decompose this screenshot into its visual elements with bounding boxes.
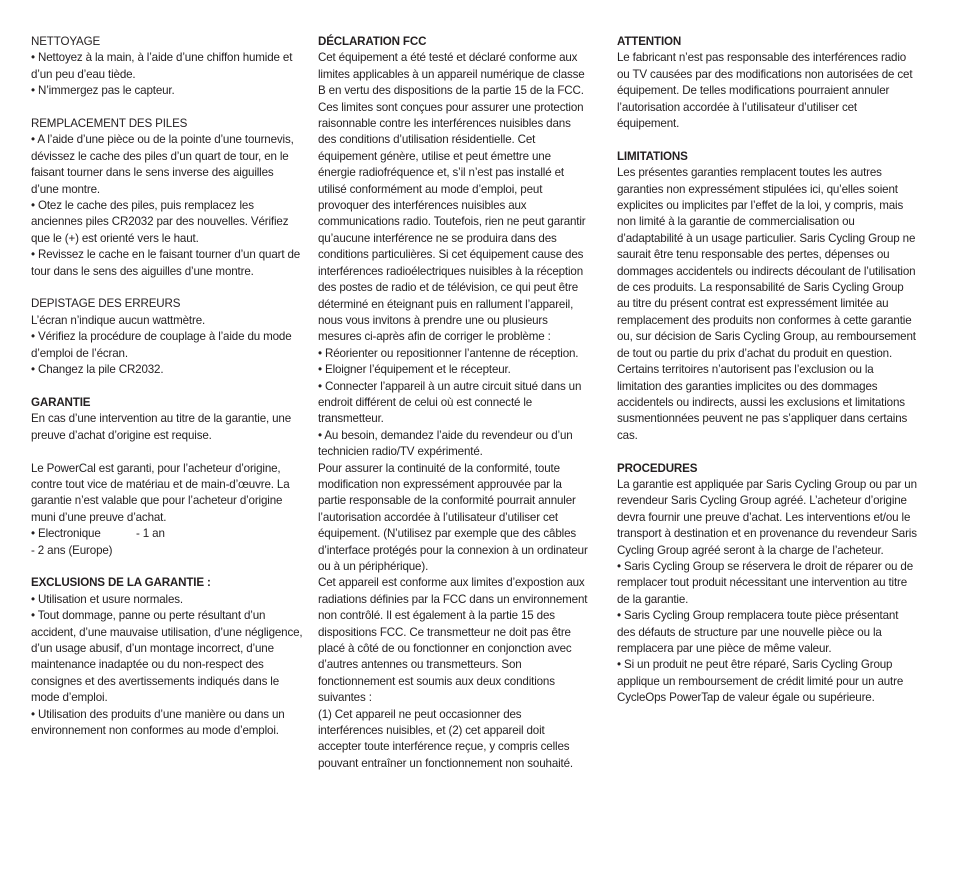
fcc-item: • Réorienter ou repositionner l’antenne de réception. (318, 346, 579, 360)
fcc-item: • Au besoin, demandez l’aide du revendeur ou d’un technicien radio/TV expérimenté. (318, 428, 573, 459)
garantie-item-value-europe: - 2 ans (Europe) (31, 543, 113, 557)
procedures-heading: PROCEDURES (617, 461, 698, 475)
depistage-heading: DEPISTAGE DES ERREURS (31, 297, 181, 311)
garantie-heading: GARANTIE (31, 395, 91, 409)
column-middle (318, 34, 588, 772)
fcc-heading: DÉCLARATION FCC (318, 35, 427, 48)
nettoyage-item: • N’immergez pas le capteur. (31, 84, 175, 98)
column-right (617, 34, 917, 707)
piles-item: • A l’aide d’une pièce ou de la pointe d’une tournevis, dévissez le cache des piles d’un quart de tour, en le faisant tourner dans le sens inverse des aiguilles d’une montre. (31, 133, 294, 196)
garantie-text: Le PowerCal est garanti, pour l’acheteur d’origine, contre tout vice de matériau et de main-d’œuvre. La garantie n’est valable que pour l’acheteur d’origine muni d’une preuve d’achat. (31, 461, 290, 524)
attention-heading: ATTENTION (617, 35, 682, 48)
fcc-text: Cet équipement a été testé et déclaré conforme aux limites applicables à un appareil numérique de classe B en vertu des dispositions de la partie 15 de la FCC. Ces limites sont conçues pour assurer une protection raisonnable contre les interférences nuisibles dans des conditions d’utilisation résidentielle. Cet équipement génère, utilise et peut émettre une énergie radiofréquence et, s’il n’est pas installé et utilisé conformément au mode d’emploi, peut provoquer des interférences nuisibles aux communications radio. Toutefois, rien ne peut garantir qu’aucune interférence ne se produira dans des conditions particulières. Si cet équipement cause des interférences radioélectriques nuisibles à la réception des postes de radio et de télévision, ce qui peut être déterminé en éteignant puis en rallument l’appareil, nous vous invitons à prendre une ou plusieurs mesures ci-après afin de corriger le problème : (318, 51, 586, 344)
piles-heading: REMPLACEMENT DES PILES (31, 117, 188, 131)
garantie-row (31, 526, 303, 542)
limitations-text: Les présentes garanties remplacent toutes les autres garanties non expressément stipulées ici, qu’elles soient explicites ou implicites par l’effet de la loi, y compris, mais non limité à la garantie de commercialisation ou d’adaptabilité à un usage particulier. Saris Cycling Group ne saurait être tenu responsable des pertes, dépenses ou dommages accidentels ou indirects découlant de l’utilisation de ces produits. La responsabilité de Saris Cycling Group au titre du présent contrat est expressément limitée au remplacement des produits non conformes à cette garantie ou, sur décision de Saris Cycling Group, au remboursement de tout ou partie du prix d’achat du produit en question. Certains territoires n’autorisent pas l’exclusion ou la limitation des garanties implicites ou des dommages accidentels ou indirects, aussi les exclusions et limitations susmentionnées peuvent ne pas s’appliquer dans certains cas. (617, 166, 916, 442)
column-left (31, 34, 303, 739)
procedures-item: • Si un produit ne peut être réparé, Saris Cycling Group applique un remboursement de crédit limité pour un autre CycleOps PowerTap de valeur égale ou supérieure. (617, 658, 904, 705)
procedures-text: La garantie est appliquée par Saris Cycling Group ou par un revendeur Saris Cycling Group agréé. L’acheteur d’origine devra fournir une preuve d’achat. Les interventions et/ou le transport à destination et en provenance du revendeur Saris Cycling Group agréé seront à la charge de l’acheteur. (617, 477, 917, 557)
garantie-item-label: • Electronique (31, 527, 101, 541)
fcc-text: Cet appareil est conforme aux limites d’expostion aux radiations définies par la FCC dans un environnement non contrôlé. Il est également à la partie 15 des dispositions FCC. Ce transmetteur ne doit pas être placé à côté de ou fonctionner en conjonction avec d’autres antennes ou transmetteurs. Son fonctionnement est soumis aux deux conditions suivantes : (318, 576, 588, 705)
garantie-text: En cas d’une intervention au titre de la garantie, une preuve d’achat d’origine est requise. (31, 412, 292, 442)
exclusions-item: • Tout dommage, panne ou perte résultant d’un accident, d’une mauvaise utilisation, d’une négligence, d’un usage abusif, d’un montage incorrect, d’une maintenance inadaptée ou du non-respect des consignes et des avertissements indiqués dans le mode d’emploi. (31, 609, 303, 705)
depistage-text: L’écran n’indique aucun wattmètre. (31, 313, 206, 327)
piles-item: • Otez le cache des piles, puis remplacez les anciennes piles CR2032 par des nouvelles. Vérifiez que le (+) est orienté vers le haut. (31, 199, 289, 245)
procedures-item: • Saris Cycling Group se réservera le droit de réparer ou de remplacer tout produit nécessitant une intervention au titre de la garantie. (617, 559, 913, 606)
fcc-text: (1) Cet appareil ne peut occasionner des interférences nuisibles, et (2) cet appareil doit accepter toute interférence reçue, y compris celles pouvant entraîner un fonctionnement non souhaité. (318, 707, 573, 770)
attention-text: Le fabricant n’est pas responsable des interférences radio ou TV causées par des modifications non autorisées de cet équipement. De telles modifications pourraient annuler l’autorisation accordée à l’utilisateur d’utiliser cet équipement. (617, 51, 913, 131)
piles-item: • Revissez le cache en le faisant tourner d’un quart de tour dans le sens des aiguilles d’une montre. (31, 248, 301, 278)
depistage-item: • Vérifiez la procédure de couplage à l’aide du mode d’emploi de l’écran. (31, 330, 292, 360)
fcc-text: Pour assurer la continuité de la conformité, toute modification non expressément approuvée par la partie responsable de la conformité pourrait annuler l’autorisation accordée à l’utilisateur d’utiliser cet équipement. (N’utilisez par exemple que des câbles d’interface protégés pour la connexion à un ordinateur ou à un périphérique). (318, 461, 588, 573)
fcc-item: • Connecter l’appareil à un autre circuit situé dans un endroit différent de celui où est connecté le transmetteur. (318, 379, 582, 426)
exclusions-item: • Utilisation des produits d’une manière ou dans un environnement non conformes au mode d’emploi. (31, 707, 285, 737)
exclusions-heading: EXCLUSIONS DE LA GARANTIE : (31, 576, 211, 590)
limitations-heading: LIMITATIONS (617, 149, 688, 163)
exclusions-item: • Utilisation et usure normales. (31, 592, 183, 606)
fcc-item: • Eloigner l’équipement et le récepteur. (318, 363, 511, 377)
nettoyage-item: • Nettoyez à la main, à l’aide d’une chiffon humide et d’un peu d’eau tiède. (31, 51, 293, 81)
garantie-item-value: - 1 an (136, 527, 165, 541)
nettoyage-heading: NETTOYAGE (31, 35, 101, 48)
procedures-item: • Saris Cycling Group remplacera toute pièce présentant des défauts de structure par une nouvelle pièce ou la remplacera par une pièce de même valeur. (617, 609, 899, 655)
depistage-item: • Changez la pile CR2032. (31, 363, 164, 377)
